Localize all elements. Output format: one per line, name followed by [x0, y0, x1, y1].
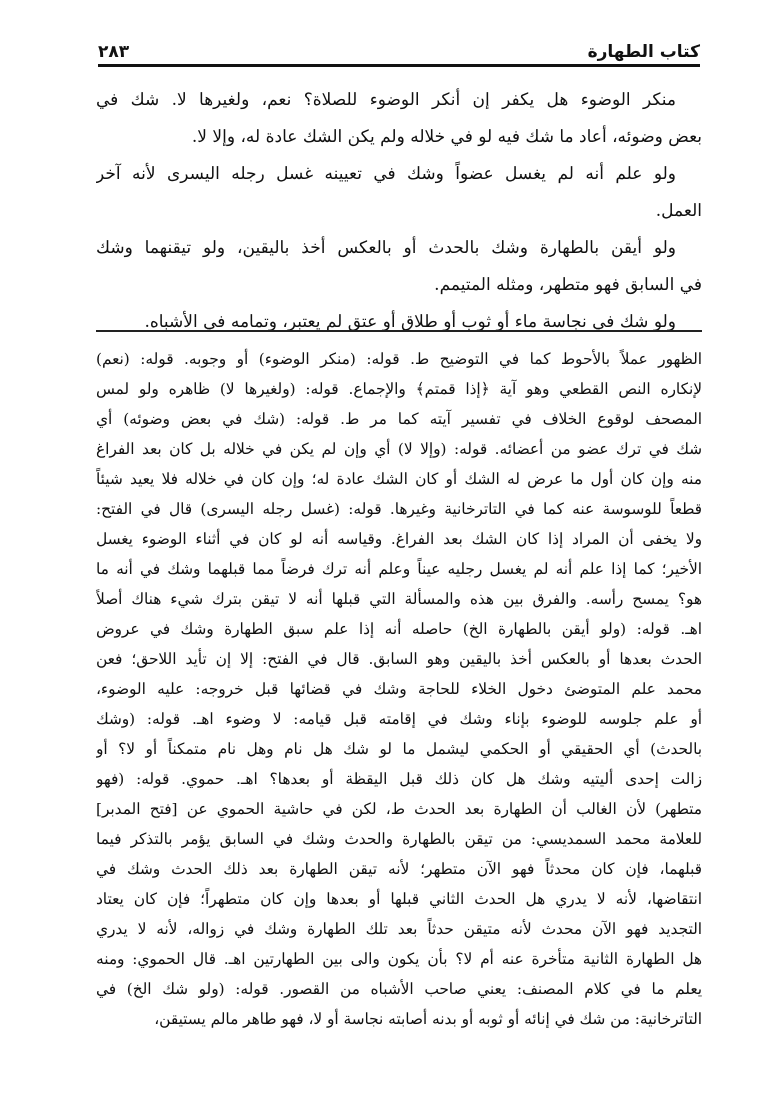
commentary-line: المصحف لوقوع الخلاف في تفسير آيته كما مر ط. قوله: (شك في بعض وضوئه) أي [96, 410, 702, 428]
commentary-line: أو علم جلوسه للوضوء بإناء وشك في إقامته قبل قيامه: لا وضوء اهـ. قوله: (وشك [96, 710, 702, 728]
commentary-text [96, 344, 702, 1034]
commentary-line: اهـ. قوله: (ولو أيقن بالطهارة الخ) حاصله أنه إذا علم سبق الطهارة وشك في عروض [96, 620, 702, 638]
running-header [98, 36, 700, 66]
commentary-line: لإنكاره النص القطعي وهو آية ﴿إذا قمتم﴾ والإجماع. قوله: (ولغيرها لا) ظاهره ولو لمس [96, 380, 702, 398]
commentary-line: هل الطهارة الثانية متأخرة عنه أم لا؟ بأن يكون والى بين الطهارتين اهـ. قال الحموي: ومنه [96, 950, 702, 968]
main-text-line: العمل. [655, 201, 702, 221]
commentary-line: محمد علم المتوضئ دخول الخلاء للحاجة وشك في قضائها قبل خروجه: عليه الوضوء، [96, 680, 702, 698]
commentary-line: متطهر) لأن الغالب أن الطهارة بعد الحدث ط، لكن في حاشية الحموي عن [فتح المدبر] [96, 800, 702, 818]
commentary-line: منه وإن كان أول ما عرض له الشك أو كان الشك عادة له؛ وإن كان في خلاله فلا يعيد شيئاً [96, 470, 702, 488]
main-text-line: ولو علم أنه لم يغسل عضواً وشك في تعيينه غسل رجله اليسرى لأنه آخر [96, 164, 676, 184]
commentary-line: زالت إحدى أليتيه وشك هل كان ذلك قبل اليقظة أو بعدها؟ اهـ. حموي. قوله: (فهو [96, 770, 702, 788]
main-text-line: منكر الوضوء هل يكفر إن أنكر الوضوء للصلاة؟ نعم، ولغيرها لا. شك في [96, 90, 676, 110]
commentary-line: للعلامة محمد السمديسي: من تيقن بالطهارة والحدث وشك في السابق يؤمر بالتذكر فيما [96, 830, 702, 848]
commentary-line: قطعاً للوسوسة عنه كما في التاترخانية وغيرها. قوله: (غسل رجله اليسرى) قال في الفتح: [96, 500, 702, 518]
commentary-separator [96, 330, 702, 332]
commentary-line: الحدث بعدها أو بالعكس أخذ باليقين وهو السابق. قال في الفتح: إلا إن تأيد اللاحق؛ فعن [96, 650, 702, 668]
commentary-line: التاترخانية: من شك في إنائه أو ثوبه أو بدنه أصابته نجاسة أو لا، فهو طاهر مالم يستيقن، [154, 1010, 702, 1028]
commentary-line: الظهور عملاً بالأحوط كما في التوضيح ط. قوله: (منكر الوضوء) أو وجوبه. قوله: (نعم) [96, 350, 702, 368]
commentary-line: هو؟ يمسح رأسه. والفرق بين هذه والمسألة التي قبلها أنه لا تيقن بترك شيء هناك أصلاً [96, 590, 702, 608]
page-number: ٢٨٣ [98, 42, 130, 62]
main-text [96, 82, 702, 341]
main-text-line: في السابق فهو متطهر، ومثله المتيمم. [434, 275, 702, 295]
main-text-line: ولو أيقن بالطهارة وشك بالحدث أو بالعكس أخذ باليقين، ولو تيقنهما وشك [96, 238, 676, 258]
commentary-line: بالحدث) أي الحقيقي أو الحكمي ليشمل ما لو شك هل نام وهل نام متمكناً أو لا؟ أو [96, 740, 702, 758]
commentary-line: قبلهما، فإن كان محدثاً فهو الآن متطهر؛ لأنه تيقن الطهارة بعد ذلك الحدث وشك في [96, 860, 702, 878]
main-text-line: ولو شك في نجاسة ماء أو ثوب أو طلاق أو عتق لم يعتبر، وتمامه في الأشباه. [144, 312, 676, 332]
header-rule [98, 64, 700, 67]
main-text-line: بعض وضوئه، أعاد ما شك فيه لو في خلاله ولم يكن الشك عادة له، وإلا لا. [191, 127, 702, 147]
chapter-title: كتاب الطهارة [587, 42, 700, 62]
commentary-line: شك في ترك عضو من أعضائه. قوله: (وإلا لا) أي وإن لم يكن في خلاله بل كان بعد الفراغ [96, 440, 702, 458]
commentary-line: انتقاضها، لأنه لا يدري هل الحدث الثاني قبلها أو بعدها وإن كان متطهراً؛ فإن كان يعتاد [96, 890, 702, 908]
commentary-line: التجديد فهو الآن محدث لأنه متيقن حدثاً بعد تلك الطهارة وشك في زواله، لأنه لا يدري [96, 920, 702, 938]
commentary-line: ولا يخفى أن المراد إذا كان الشك بعد الفراغ. وقياسه أنه لو كان في أثناء الوضوء يغسل [96, 530, 702, 548]
commentary-line: الأخير؛ كما إذا علم أنه لم يغسل رجليه عيناً وعلم أنه ترك فرضاً مما قبلهما وشك في أنه ما [96, 560, 702, 578]
commentary-line: يعلم ما في كلام المصنف: يعني صاحب الأشباه من القصور. قوله: (ولو شك الخ) في [96, 980, 702, 998]
